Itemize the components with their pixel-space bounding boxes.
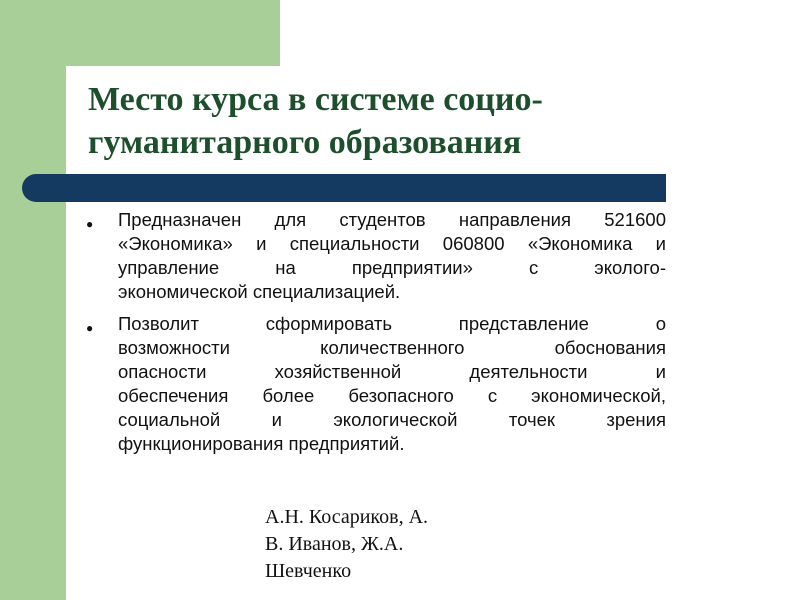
slide-title [88, 78, 728, 164]
bullet-1-line-3: управление на предприятии» с эколого- [118, 257, 666, 278]
bullet-dot-icon: ● [86, 321, 94, 335]
title-line-1: Место курса в системе социо- [88, 81, 543, 118]
bullet-item-2 [86, 312, 666, 456]
authors-line-2: В. Иванов, Ж.А. [265, 533, 404, 555]
bullet-2-line-6: функционирования предприятий. [118, 433, 405, 454]
authors-line-1: А.Н. Косариков, А. [265, 506, 429, 528]
authors-block [265, 504, 428, 585]
bullet-2-line-4: обеспечения более безопасного с экономической, [118, 385, 666, 406]
bullet-1-line-2: «Экономика» и специальности 060800 «Экономика и [118, 233, 666, 254]
title-line-2: гуманитарного образования [88, 124, 522, 161]
bullet-2-line-1: Позволит сформировать представление о [118, 313, 666, 334]
bullet-2-line-3: опасности хозяйственной деятельности и [118, 361, 666, 382]
bullet-1-line-1: Предназначен для студентов направления 521600 [118, 209, 666, 230]
bullet-2-line-2: возможности количественного обоснования [118, 337, 666, 358]
title-divider-bar [22, 174, 666, 202]
bullet-item-1 [86, 208, 666, 304]
bullet-list [86, 208, 666, 464]
green-left-strip [0, 0, 66, 600]
bullet-1-line-4: экономической специализацией. [118, 281, 401, 302]
authors-line-3: Шевченко [265, 560, 352, 582]
bullet-dot-icon: ● [86, 217, 94, 231]
bullet-2-line-5: социальной и экологической точек зрения [118, 409, 666, 430]
